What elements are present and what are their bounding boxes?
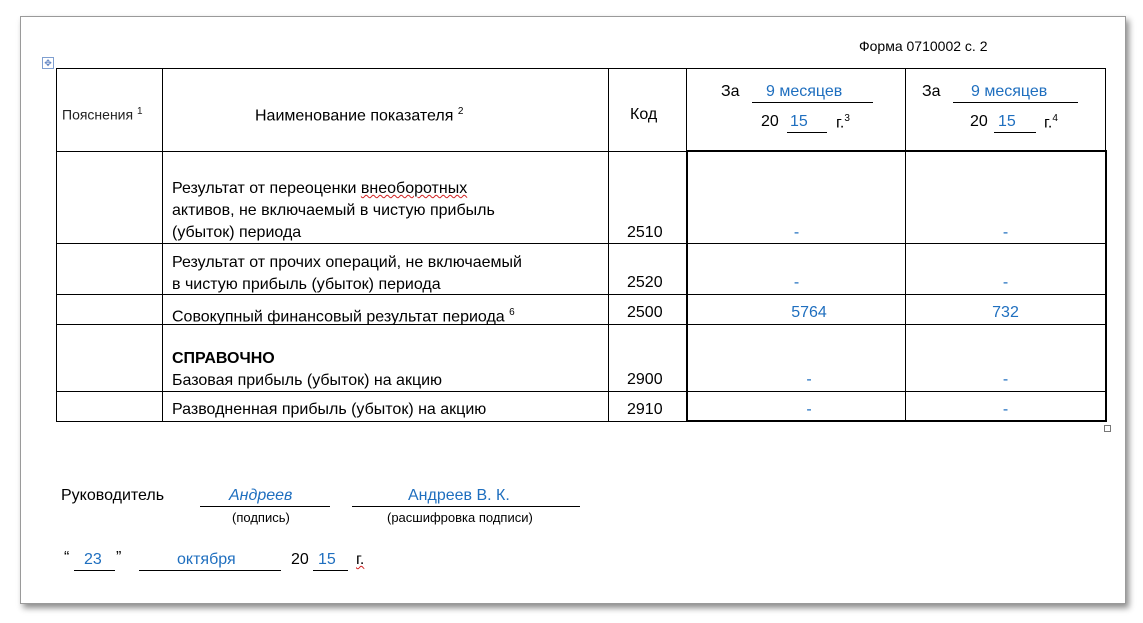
header-explanations-text: Пояснения xyxy=(62,106,134,123)
period2-prefix: За xyxy=(922,83,941,100)
table-row xyxy=(172,348,442,392)
period1-year-suffix xyxy=(836,113,850,132)
row-code: 2520 xyxy=(627,274,663,291)
table-line xyxy=(688,243,1105,244)
period2-year-suffix xyxy=(1044,113,1058,132)
table-line xyxy=(688,391,1105,392)
row-label-line: активов, не включаемый в чистую прибыль xyxy=(172,202,495,219)
row-label-line: Разводненная прибыль (убыток) на акцию xyxy=(172,401,487,418)
row-label-line: в чистую прибыль (убыток) периода xyxy=(172,276,441,293)
period2-value: 9 месяцев xyxy=(971,83,1048,100)
table-border-left xyxy=(56,68,57,422)
table-column-divider xyxy=(608,68,609,422)
signature-underline xyxy=(200,506,330,507)
date-day: 23 xyxy=(84,551,102,568)
signature-name-value: Андреев В. К. xyxy=(408,487,510,504)
table-row xyxy=(172,252,522,296)
row-value-period1: 5764 xyxy=(791,304,827,321)
row-code: 2510 xyxy=(627,224,663,241)
row-label-line: Результат от переоценки внеоборотных xyxy=(172,180,468,197)
date-open-quote: “ xyxy=(64,549,70,566)
period1-year-prefix: 20 xyxy=(761,113,779,130)
row-code: 2900 xyxy=(627,371,663,388)
footnote-marker: 3 xyxy=(844,113,850,124)
row-label-line: Совокупный финансовый результат периода xyxy=(172,308,505,326)
date-month-underline xyxy=(139,570,281,571)
signature-name-caption: (расшифровка подписи) xyxy=(387,510,533,525)
date-year: 15 xyxy=(318,551,336,568)
date-close-quote: ” xyxy=(116,549,122,566)
table-row xyxy=(172,178,495,244)
signature-value: Андреев xyxy=(229,487,293,504)
values-box-top xyxy=(686,150,1107,152)
row-value-period2: 732 xyxy=(992,304,1019,321)
period1-value: 9 месяцев xyxy=(766,83,843,100)
header-indicator-name xyxy=(255,106,463,125)
row-value-period1: - xyxy=(806,371,812,388)
period1-prefix: За xyxy=(721,83,740,100)
table-line xyxy=(56,151,687,152)
table-border-right xyxy=(1105,68,1106,152)
header-indicator-name-text: Наименование показателя xyxy=(255,107,454,125)
table-line xyxy=(688,324,1105,325)
table-column-divider xyxy=(162,68,163,422)
header-explanations xyxy=(62,106,143,123)
table-column-divider xyxy=(686,68,687,152)
row-code: 2910 xyxy=(627,401,663,418)
row-label-line: Базовая прибыль (убыток) на акцию xyxy=(172,372,443,389)
footnote-marker: 2 xyxy=(457,106,464,117)
row-value-period2: - xyxy=(1002,371,1009,388)
period2-year-suffix-text: г. xyxy=(1044,114,1053,132)
date-day-underline xyxy=(74,570,115,571)
row-value-period2: - xyxy=(1002,224,1009,241)
table-row xyxy=(172,399,486,421)
row-value-period1: - xyxy=(806,401,812,418)
row-label-line: (убыток) периода xyxy=(172,224,302,241)
table-line xyxy=(688,294,1105,295)
row-code: 2500 xyxy=(627,304,663,321)
date-year-prefix: 20 xyxy=(291,551,309,568)
table-border-bottom xyxy=(56,421,687,422)
footnote-marker: 1 xyxy=(136,106,143,117)
date-month: октября xyxy=(177,551,236,568)
date-year-underline xyxy=(313,570,348,571)
period1-underline xyxy=(752,102,873,103)
section-heading: СПРАВОЧНО xyxy=(172,350,275,367)
values-box-right xyxy=(1105,150,1107,422)
table-border-top xyxy=(56,68,1106,69)
row-value-period1: - xyxy=(793,224,800,241)
period2-year-prefix: 20 xyxy=(970,113,988,130)
period1-year-suffix-text: г. xyxy=(836,114,845,132)
values-box-bottom xyxy=(686,420,1107,422)
table-column-divider xyxy=(905,68,906,422)
table-move-handle-icon[interactable]: ✥ xyxy=(42,57,54,69)
date-year-suffix xyxy=(356,551,364,569)
table-resize-handle[interactable] xyxy=(1104,425,1111,432)
period2-underline xyxy=(953,102,1078,103)
period2-year-underline xyxy=(994,132,1036,133)
signature-name-underline xyxy=(352,506,580,507)
period2-year: 15 xyxy=(998,113,1016,130)
footnote-marker: 4 xyxy=(1052,113,1058,124)
date-year-suffix-text: г. xyxy=(356,551,365,568)
footnote-marker: 6 xyxy=(509,307,515,318)
row-value-period1: - xyxy=(793,274,800,291)
header-code: Код xyxy=(630,106,658,123)
signature-role-label: Руководитель xyxy=(61,487,165,504)
table-row xyxy=(172,302,515,328)
period1-year: 15 xyxy=(790,113,808,130)
period1-year-underline xyxy=(787,132,827,133)
row-value-period2: - xyxy=(1002,401,1009,418)
row-label-line: Результат от прочих операций, не включаемый xyxy=(172,254,522,271)
form-label: Форма 0710002 с. 2 xyxy=(859,38,988,54)
signature-caption: (подпись) xyxy=(232,510,290,525)
row-value-period2: - xyxy=(1002,274,1009,291)
